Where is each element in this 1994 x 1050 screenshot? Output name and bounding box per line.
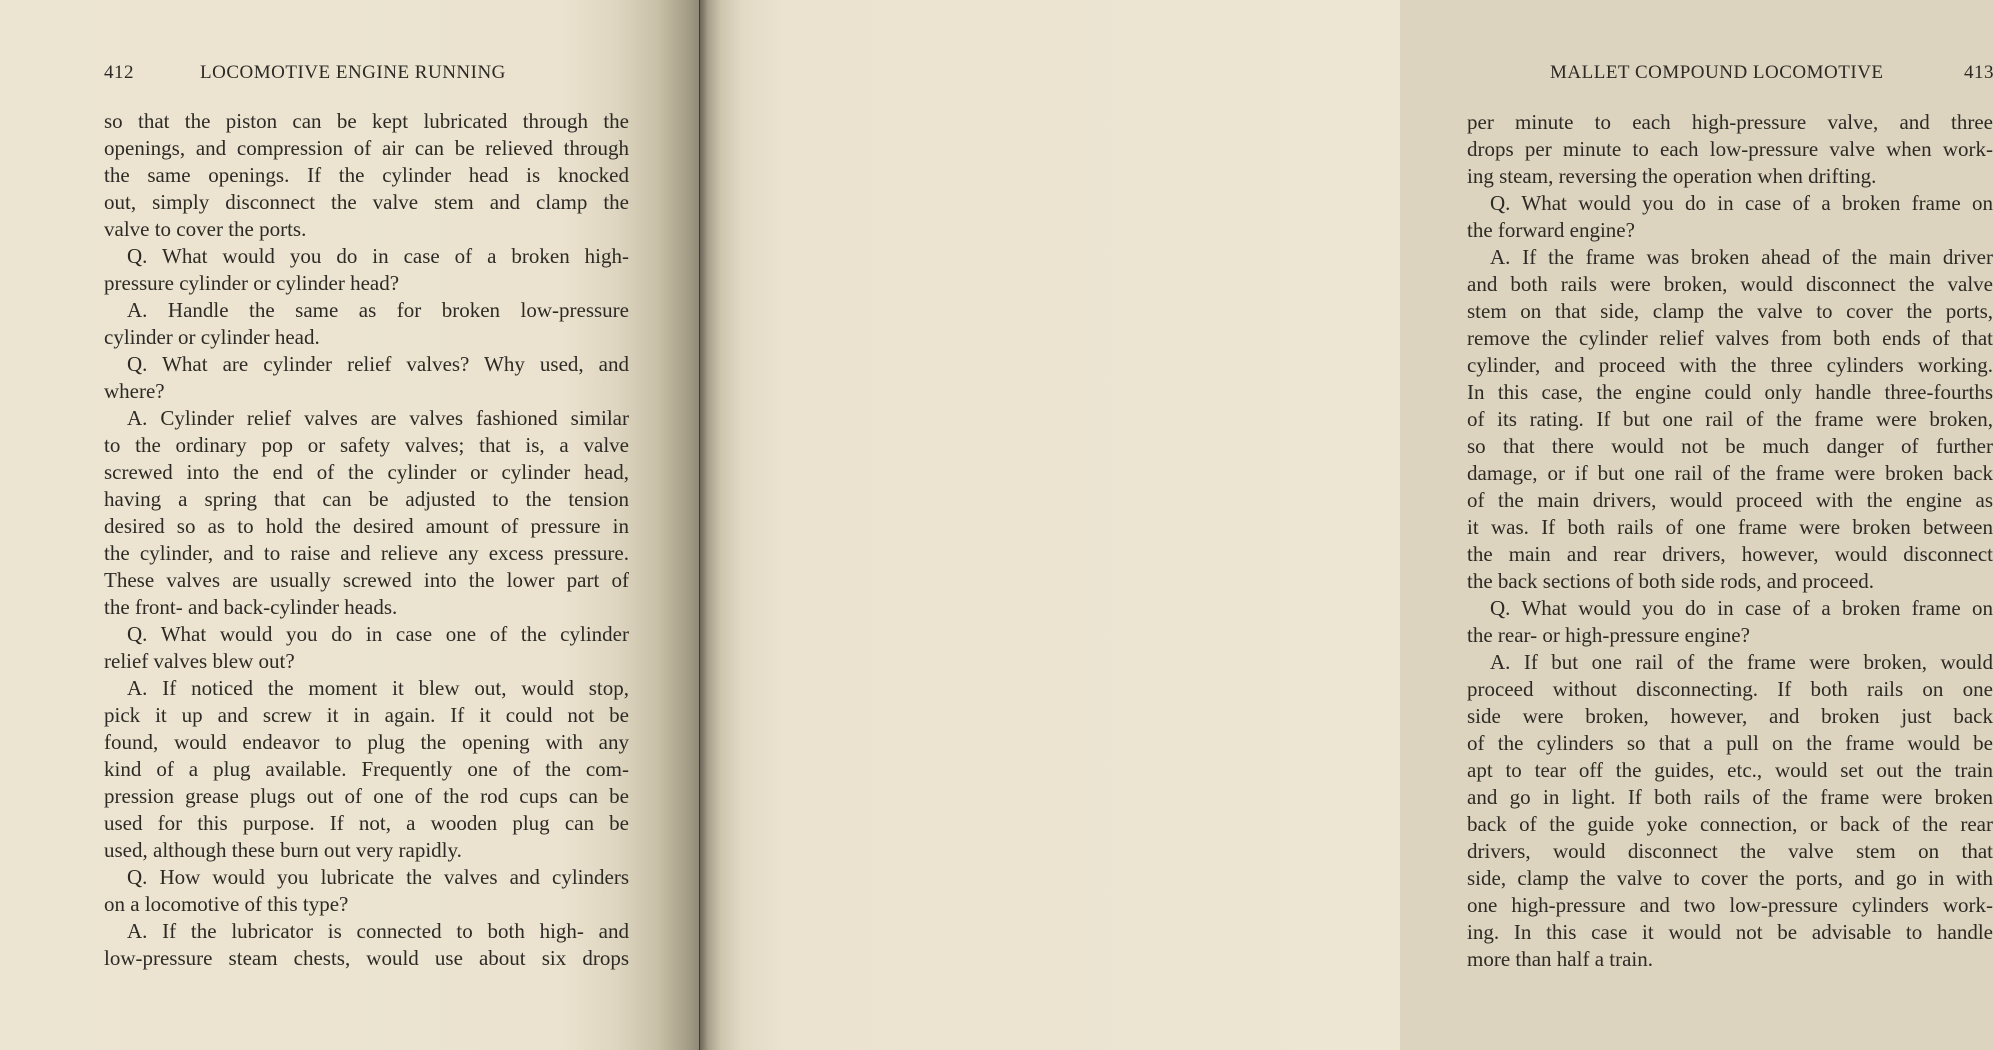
text-line: of the cylinders so that a pull on the frame would be (1467, 731, 1993, 755)
text-line: it was. If both rails of one frame were broken between (1467, 515, 1993, 539)
text-line: apt to tear off the guides, etc., would set out the train (1467, 758, 1993, 782)
text-line: ing steam, reversing the operation when drifting. (1467, 164, 1877, 188)
left-running-head (104, 62, 632, 90)
text-line: stem on that side, clamp the valve to cover the ports, (1467, 299, 1993, 323)
left-page (0, 0, 700, 1050)
text-line: out, simply disconnect the valve stem and clamp the (104, 190, 629, 214)
text-line: of its rating. If but one rail of the frame were broken, (1467, 407, 1993, 431)
text-line: used, although these burn out very rapidly. (104, 838, 462, 862)
text-line: relief valves blew out? (104, 649, 295, 673)
text-line: ing. In this case it would not be advisable to handle (1467, 920, 1993, 944)
text-line: These valves are usually screwed into the lower part of (104, 568, 629, 592)
text-line: cylinder or cylinder head. (104, 325, 320, 349)
text-line: found, would endeavor to plug the opening with any (104, 730, 629, 754)
text-line: back of the guide yoke connection, or back of the rear (1467, 812, 1993, 836)
text-line: desired so as to hold the desired amount of pressure in (104, 514, 629, 538)
right-running-head (1550, 62, 1994, 90)
text-line: having a spring that can be adjusted to the tension (104, 487, 629, 511)
text-line: damage, or if but one rail of the frame were broken back (1467, 461, 1993, 485)
text-line: of the main drivers, would proceed with the engine as (1467, 488, 1993, 512)
text-line: A. If the frame was broken ahead of the main driver (1490, 245, 1993, 269)
text-line: and go in light. If both rails of the frame were broken (1467, 785, 1993, 809)
text-line: side, clamp the valve to cover the ports, and go in with (1467, 866, 1993, 890)
text-line: In this case, the engine could only handle three-fourths (1467, 380, 1993, 404)
text-line: Q. What are cylinder relief valves? Why used, and (127, 352, 629, 376)
text-line: used for this purpose. If not, a wooden plug can be (104, 811, 629, 835)
text-line: the main and rear drivers, however, would disconnect (1467, 542, 1993, 566)
text-line: A. Cylinder relief valves are valves fashioned similar (127, 406, 629, 430)
text-line: cylinder, and proceed with the three cylinders working. (1467, 353, 1993, 377)
text-line: the front- and back-cylinder heads. (104, 595, 398, 619)
text-line: kind of a plug available. Frequently one of the com- (104, 757, 629, 781)
text-line: Q. What would you do in case of a broken frame on (1490, 191, 1993, 215)
text-line: the forward engine? (1467, 218, 1635, 242)
text-line: side were broken, however, and broken just back (1467, 704, 1993, 728)
text-line: so that the piston can be kept lubricated through the (104, 109, 629, 133)
text-line: proceed without disconnecting. If both rails on one (1467, 677, 1993, 701)
right-running-title: MALLET COMPOUND LOCOMOTIVE (1550, 62, 1884, 83)
text-line: per minute to each high-pressure valve, and three (1467, 110, 1993, 134)
text-line: the cylinder, and to raise and relieve any excess pressure. (104, 541, 629, 565)
text-line: A. If noticed the moment it blew out, would stop, (127, 676, 629, 700)
text-line: screwed into the end of the cylinder or cylinder head, (104, 460, 629, 484)
text-line: pressure cylinder or cylinder head? (104, 271, 400, 295)
right-body-text (1467, 109, 1993, 973)
text-line: to the ordinary pop or safety valves; that is, a valve (104, 433, 629, 457)
text-line: A. Handle the same as for broken low-pressure (127, 298, 629, 322)
text-line: Q. What would you do in case one of the cylinder (127, 622, 629, 646)
text-line: one high-pressure and two low-pressure cylinders work- (1467, 893, 1993, 917)
text-line: A. If but one rail of the frame were broken, would (1490, 650, 1993, 674)
text-line: openings, and compression of air can be relieved through (104, 136, 629, 160)
text-line: Q. What would you do in case of a broken frame on (1490, 596, 1993, 620)
text-line: low-pressure steam chests, would use about six drops (104, 946, 629, 970)
text-line: more than half a train. (1467, 947, 1654, 971)
text-line: pick it up and screw it in again. If it could not be (104, 703, 629, 727)
left-page-number: 412 (104, 62, 134, 83)
text-line: Q. What would you do in case of a broken high- (127, 244, 629, 268)
text-line: the back sections of both side rods, and proceed. (1467, 569, 1875, 593)
text-line: Q. How would you lubricate the valves and cylinders (127, 865, 629, 889)
text-line: and both rails were broken, would disconnect the valve (1467, 272, 1993, 296)
left-running-title: LOCOMOTIVE ENGINE RUNNING (200, 62, 506, 83)
text-line: pression grease plugs out of one of the rod cups can be (104, 784, 629, 808)
text-line: drops per minute to each low-pressure valve when work- (1467, 137, 1993, 161)
text-line: A. If the lubricator is connected to both high- and (127, 919, 629, 943)
text-line: so that there would not be much danger of further (1467, 434, 1993, 458)
text-line: the rear- or high-pressure engine? (1467, 623, 1750, 647)
left-body-text (104, 108, 629, 972)
text-line: valve to cover the ports. (104, 217, 307, 241)
text-line: where? (104, 379, 165, 403)
right-page-number: 413 (1964, 62, 1994, 83)
right-page (700, 0, 1994, 1050)
text-line: on a locomotive of this type? (104, 892, 349, 916)
text-line: drivers, would disconnect the valve stem on that (1467, 839, 1993, 863)
text-line: remove the cylinder relief valves from both ends of that (1467, 326, 1993, 350)
text-line: the same openings. If the cylinder head is knocked (104, 163, 629, 187)
